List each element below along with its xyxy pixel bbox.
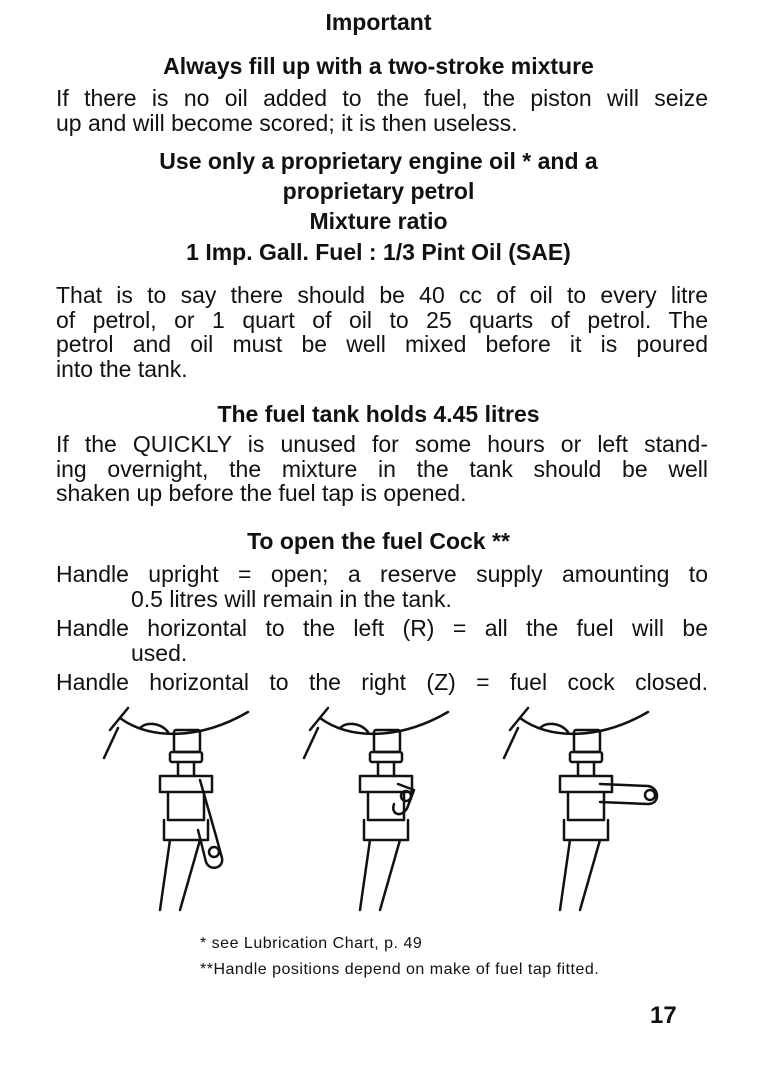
paragraph-line: up and will become scored; it is then useless. <box>56 109 518 136</box>
fuel-tap-positions-illustration <box>90 700 690 915</box>
heading-important: Important <box>325 9 432 35</box>
paragraph-oil <box>56 86 708 135</box>
fuel-tap-reserve-icon <box>304 708 448 910</box>
paragraph-line: If the QUICKLY is unused for some hours or left stand- <box>56 431 708 457</box>
paragraph-line: If there is no oil added to the fuel, the piston will seize <box>56 85 708 111</box>
paragraph-ratio <box>56 283 708 381</box>
paragraph-line: Handle upright = open; a reserve supply amounting to <box>56 561 708 587</box>
footnote-handle-positions: **Handle positions depend on make of fuel tap fitted. <box>200 961 600 978</box>
paragraph-line: into the tank. <box>56 355 188 382</box>
heading-ratio-value: 1 Imp. Gall. Fuel : 1/3 Pint Oil (SAE) <box>186 239 571 265</box>
paragraph-line: petrol and oil must be well mixed before it is poured <box>56 331 708 357</box>
fuel-tap-icon <box>90 700 690 915</box>
paragraph-line: That is to say there should be 40 cc of oil to every litre <box>56 282 708 308</box>
heading-fuel-tank: The fuel tank holds 4.45 litres <box>217 401 540 427</box>
page-number: 17 <box>650 1002 677 1029</box>
heading-use-petrol: proprietary petrol <box>282 178 475 204</box>
paragraph-line: Handle horizontal to the left (R) = all the fuel will be <box>56 615 708 641</box>
paragraph-line: Handle horizontal to the right (Z) = fuel cock closed. <box>56 669 708 695</box>
footnote-lubrication: * see Lubrication Chart, p. 49 <box>200 935 423 952</box>
handle-right-text <box>56 670 708 695</box>
heading-fill: Always fill up with a two-stroke mixture <box>163 53 594 79</box>
fuel-tap-closed-icon <box>504 708 657 910</box>
paragraph-line: used. <box>131 639 188 666</box>
heading-use-oil: Use only a proprietary engine oil * and a <box>159 148 598 174</box>
paragraph-quickly <box>56 432 708 506</box>
paragraph-line: of petrol, or 1 quart of oil to 25 quarts of petrol. The <box>56 306 708 333</box>
fuel-tap-open-icon <box>104 708 248 910</box>
paragraph-line: shaken up before the fuel tap is opened. <box>56 480 467 506</box>
heading-mixture-ratio: Mixture ratio <box>309 208 448 234</box>
handle-left-text <box>56 616 708 665</box>
heading-fuel-cock: To open the fuel Cock ** <box>247 528 510 554</box>
handle-upright-text <box>56 562 708 611</box>
paragraph-line: 0.5 litres will remain in the tank. <box>131 585 452 612</box>
paragraph-line: ing overnight, the mixture in the tank should be well <box>56 455 708 482</box>
